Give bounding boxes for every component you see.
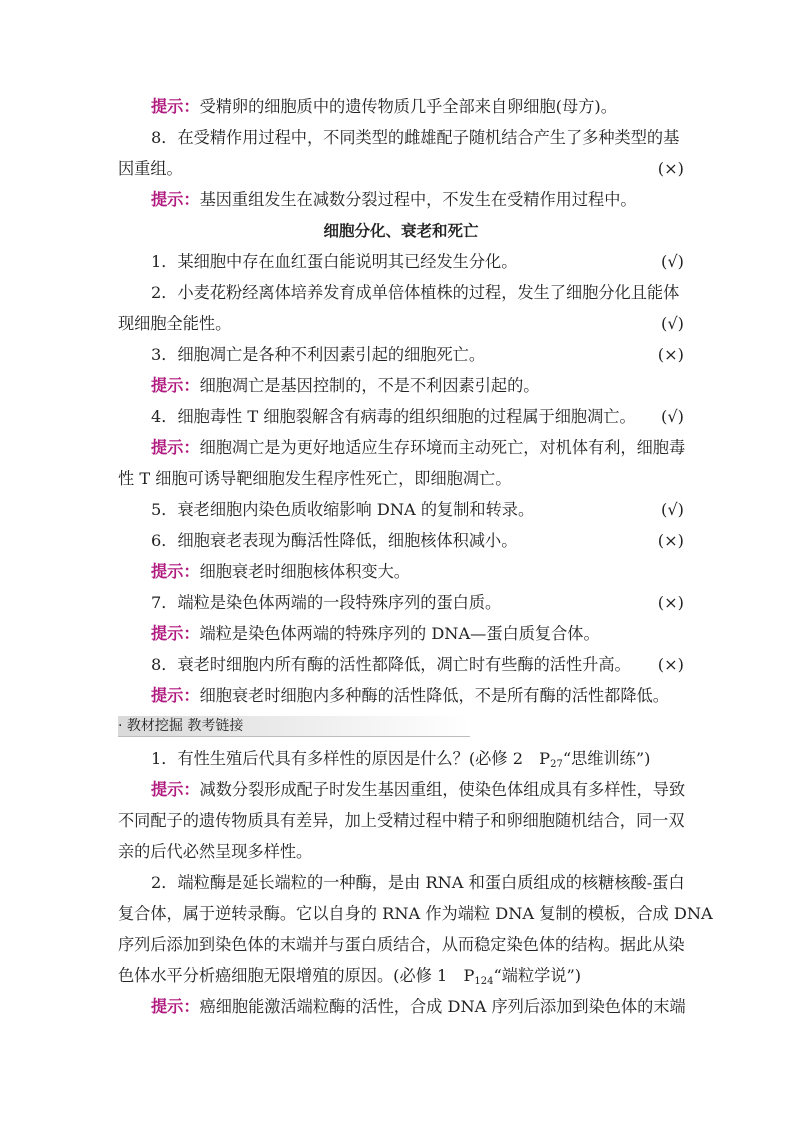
hint-label: 提示： <box>151 562 200 581</box>
question-text: 序列后添加到染色体的末端并与蛋白质结合，从而稳定染色体的结构。据此从染 <box>118 935 685 954</box>
section-banner <box>118 716 470 736</box>
question-line <box>118 526 684 556</box>
question-line <box>118 247 684 277</box>
hint-label: 提示： <box>151 438 200 457</box>
hint-text: 减数分裂形成配子时发生基因重组，使染色体组成具有多样性，导致 <box>199 780 686 799</box>
hint-text: 细胞衰老时细胞核体积变大。 <box>199 562 410 581</box>
hint-line <box>118 775 684 805</box>
answer-mark: (×) <box>657 593 684 612</box>
question-text: 1．有性生殖后代具有多样性的原因是什么？(必修 2 P <box>151 749 551 768</box>
hint-line <box>118 92 684 122</box>
hint-label: 提示： <box>151 97 200 116</box>
question-line <box>118 868 684 898</box>
question-line <box>118 588 684 618</box>
hint-text: 细胞凋亡是为更好地适应生存环境而主动死亡，对机体有利，细胞毒 <box>199 438 686 457</box>
question-text: 2．端粒酶是延长端粒的一种酶，是由 RNA 和蛋白质组成的核糖核酸-蛋白 <box>151 873 685 892</box>
answer-mark: (√) <box>661 314 684 333</box>
question-text: 现细胞全能性。 <box>118 314 232 333</box>
question-text: 4．细胞毒性 T 细胞裂解含有病毒的组织细胞的过程属于细胞凋亡。 <box>151 407 636 426</box>
hint-label: 提示： <box>151 624 200 643</box>
hint-text: 细胞凋亡是基因控制的，不是不利因素引起的。 <box>199 376 540 395</box>
question-line <box>118 899 713 929</box>
question-line <box>118 650 684 680</box>
question-text: 因重组。 <box>118 159 183 178</box>
answer-mark: (×) <box>657 531 684 550</box>
hint-text: 癌细胞能激活端粒酶的活性，合成 DNA 序列后添加到染色体的末端 <box>199 997 686 1016</box>
question-text: 7．端粒是染色体两端的一段特殊序列的蛋白质。 <box>151 593 502 612</box>
hint-line <box>118 837 684 867</box>
question-line <box>118 930 684 960</box>
hint-line <box>118 464 684 494</box>
question-line <box>118 340 684 370</box>
hint-label: 提示： <box>151 780 200 799</box>
hint-text: 亲的后代必然呈现多样性。 <box>118 842 313 861</box>
hint-line <box>118 557 684 587</box>
hint-label: 提示： <box>151 686 200 705</box>
hint-text: 端粒是染色体两端的特殊序列的 DNA—蛋白质复合体。 <box>199 624 600 643</box>
question-text: 1．某细胞中存在血红蛋白能说明其已经发生分化。 <box>151 252 518 271</box>
answer-mark: (×) <box>657 159 684 178</box>
page-subscript: 27 <box>550 759 563 770</box>
question-line <box>118 495 684 525</box>
question-line <box>118 278 684 308</box>
question-text: 色体水平分析癌细胞无限增殖的原因。(必修 1 P <box>118 966 475 985</box>
question-text: 6．细胞衰老表现为酶活性降低，细胞核体积减小。 <box>151 531 518 550</box>
hint-text: 细胞衰老时细胞内多种酶的活性降低，不是所有酶的活性都降低。 <box>199 686 669 705</box>
answer-mark: (√) <box>661 407 684 426</box>
question-text: 5．衰老细胞内染色质收缩影响 DNA 的复制和转录。 <box>151 500 535 519</box>
hint-text: 不同配子的遗传物质具有差异，加上受精过程中精子和卵细胞随机结合，同一双 <box>118 811 685 830</box>
question-line <box>118 402 684 432</box>
hint-text: 基因重组发生在减数分裂过程中，不发生在受精作用过程中。 <box>199 190 637 209</box>
hint-line <box>118 992 684 1022</box>
section-divider <box>118 736 470 737</box>
question-source: “思维训练”) <box>562 749 651 768</box>
question-text: 8．在受精作用过程中，不同类型的雌雄配子随机结合产生了多种类型的基 <box>151 128 680 147</box>
hint-label: 提示： <box>151 190 200 209</box>
question-text: 8．衰老时细胞内所有酶的活性都降低，凋亡时有些酶的活性升高。 <box>151 655 631 674</box>
section-heading: 细胞分化、衰老和死亡 <box>323 221 479 240</box>
hint-line <box>118 371 684 401</box>
hint-text: 受精卵的细胞质中的遗传物质几乎全部来自卵细胞(母方)。 <box>199 97 617 116</box>
question-line <box>118 744 684 774</box>
question-line <box>118 961 684 991</box>
hint-line <box>118 806 684 836</box>
question-line <box>118 123 684 153</box>
question-source: “端粒学说”) <box>493 966 582 985</box>
page-subscript: 124 <box>474 976 494 987</box>
question-line <box>118 154 684 184</box>
answer-mark: (√) <box>661 252 684 271</box>
question-text: 复合体，属于逆转录酶。它以自身的 RNA 作为端粒 DNA 复制的模板，合成 DNA <box>118 904 713 923</box>
hint-line <box>118 185 684 215</box>
question-text: 3．细胞凋亡是各种不利因素引起的细胞死亡。 <box>151 345 486 364</box>
answer-mark: (×) <box>657 655 684 674</box>
hint-label: 提示： <box>151 997 200 1016</box>
hint-line <box>118 681 684 711</box>
hint-label: 提示： <box>151 376 200 395</box>
hint-line <box>118 619 684 649</box>
answer-mark: (×) <box>657 345 684 364</box>
hint-line <box>118 433 684 463</box>
hint-text: 性 T 细胞可诱导靶细胞发生程序性死亡，即细胞凋亡。 <box>118 469 512 488</box>
question-text: 2．小麦花粉经离体培养发育成单倍体植株的过程，发生了细胞分化且能体 <box>151 283 680 302</box>
question-line <box>118 309 684 339</box>
answer-mark: (√) <box>661 500 684 519</box>
section-banner-text: · 教材挖掘 教考链接 <box>118 718 244 734</box>
